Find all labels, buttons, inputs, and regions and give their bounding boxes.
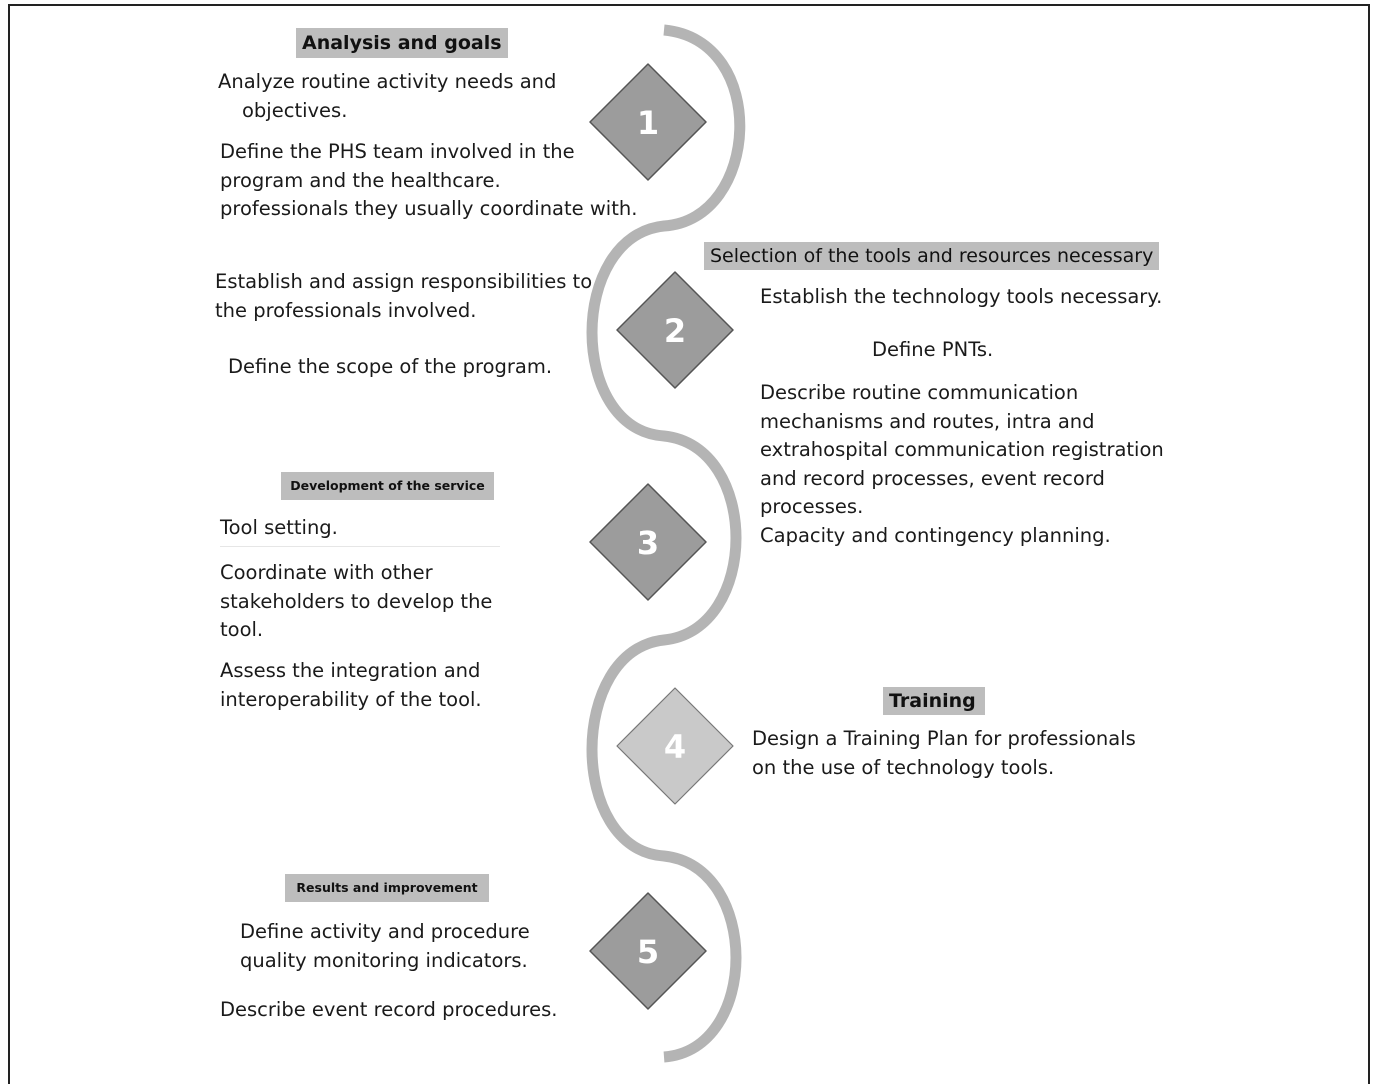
step-3-diamond [590, 484, 706, 600]
step-1-number: 1 [636, 104, 660, 142]
step-1-item-4: Define the scope of the program. [228, 355, 553, 378]
step-5-number: 5 [636, 933, 660, 971]
step-2-number: 2 [663, 312, 687, 350]
divider [220, 546, 500, 547]
step-4-number: 4 [663, 728, 687, 766]
step-2-item-1: Establish the technology tools necessary. [760, 285, 1163, 308]
step-4-header: Training [883, 687, 985, 715]
step-3-item-2: Coordinate with other stakeholders to develop the tool. [220, 561, 493, 642]
step-2-item-3: Describe routine communication mechanisms and routes, intra and extrahospital communication registration and record processes, event record processes. Capacity and contingency planning. [760, 381, 1164, 547]
step-5-header: Results and improvement [285, 874, 489, 902]
step-1-item-2: Define the PHS team involved in the program and the healthcare. professionals they usually coordinate with. [220, 140, 638, 221]
step-4-diamond [617, 688, 733, 804]
step-5-item-2: Describe event record procedures. [220, 998, 558, 1021]
step-1-item-1: Analyze routine activity needs and objectives. [218, 70, 557, 122]
step-3-item-3: Assess the integration and interoperability of the tool. [220, 659, 482, 711]
step-4-item-1: Design a Training Plan for professionals on the use of technology tools. [752, 727, 1136, 779]
step-2-diamond [617, 272, 733, 388]
step-2-header: Selection of the tools and resources necessary [704, 242, 1159, 270]
step-3-number: 3 [636, 524, 660, 562]
step-3-header: Development of the service [281, 472, 494, 500]
step-1-item-3: Establish and assign responsibilities to the professionals involved. [215, 270, 593, 322]
step-2-item-2: Define PNTs. [872, 338, 994, 361]
step-5-diamond [590, 893, 706, 1009]
step-5-item-1: Define activity and procedure quality monitoring indicators. [240, 920, 530, 972]
step-1-header: Analysis and goals [296, 28, 508, 58]
step-3-item-1: Tool setting. [220, 516, 338, 539]
